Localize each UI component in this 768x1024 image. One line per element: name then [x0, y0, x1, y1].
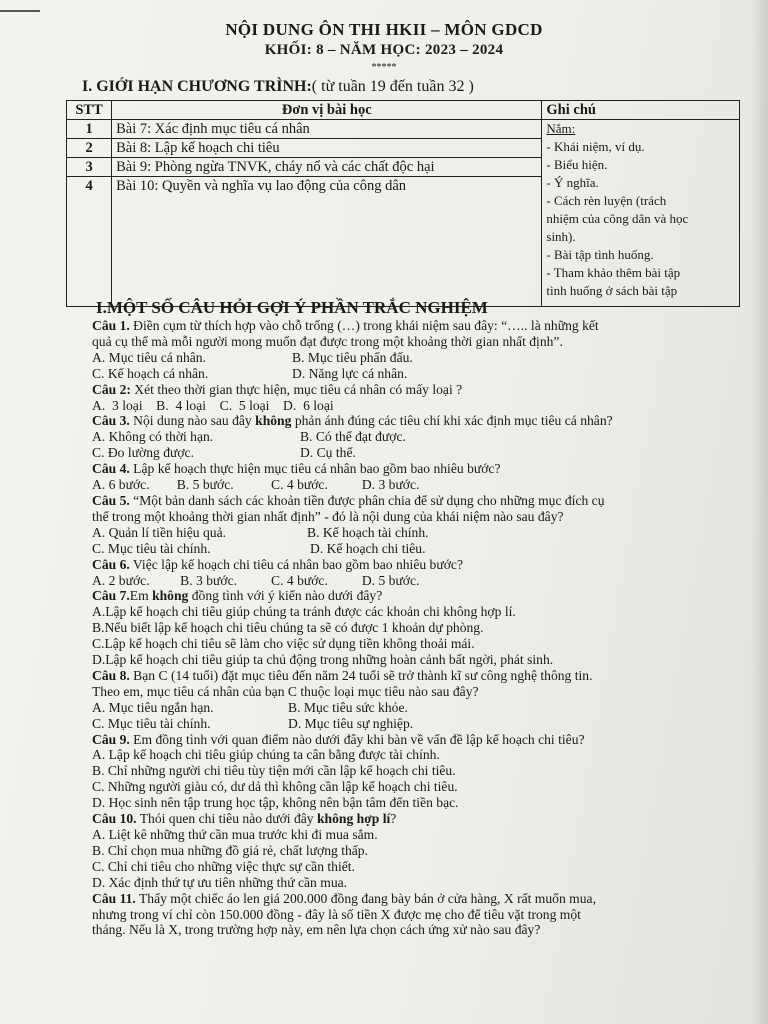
- option-a: A. Quản lí tiền hiệu quả.: [92, 524, 227, 540]
- option-row: A. 2 bước. B. 3 bước. C. 4 bước. D. 5 bước.: [92, 572, 420, 588]
- row-unit: Bài 8: Lập kế hoạch chi tiêu: [112, 139, 542, 158]
- option-a: A. Lập kế hoạch chi tiêu giúp chúng ta cân bằng được tài chính.: [92, 747, 440, 763]
- row-stt: 3: [67, 158, 112, 177]
- document-subtitle: KHỐI: 8 – NĂM HỌC: 2023 – 2024: [264, 42, 504, 58]
- question-text: Lập kế hoạch thực hiện mục tiêu cá nhân bao gồm bao nhiêu bước?: [129, 461, 501, 477]
- note-line: - Biểu hiện.: [546, 157, 608, 172]
- option-b: B. Chỉ những người chi tiêu tùy tiện mới cần lập kế hoạch chi tiêu.: [92, 763, 456, 779]
- option-b: B. Mục tiêu phấn đấu.: [292, 349, 413, 365]
- question-emphasis: không hợp lí: [317, 811, 391, 827]
- question-emphasis: không: [152, 588, 189, 604]
- option-a: A. Mục tiêu cá nhân.: [92, 349, 207, 365]
- section1-title: I. GIỚI HẠN CHƯƠNG TRÌNH:: [82, 78, 312, 95]
- question-2: [92, 382, 732, 398]
- question-text: Bạn C (14 tuổi) đặt mục tiêu đến năm 24 tuổi sẽ trở thành kĩ sư công nghệ thông tin.: [129, 667, 593, 683]
- option-c: C. Mục tiêu tài chính.: [92, 540, 211, 556]
- question-text: nhưng trong ví chỉ còn 150.000 đồng - đây là số tiền X được mẹ cho để tiêu vặt trong một: [92, 906, 581, 922]
- notes-cell: [542, 120, 740, 307]
- option-b: B.Nếu biết lập kế hoạch chi tiêu chúng ta sẽ có được 1 khoản dự phòng.: [92, 620, 484, 636]
- option-d: D. Xác định thứ tự ưu tiên những thứ cần mua.: [92, 874, 348, 890]
- row-unit: Bài 7: Xác định mục tiêu cá nhân: [112, 120, 542, 139]
- option-d: D. Học sinh nên tập trung học tập, không nên bận tâm đến tiền bạc.: [92, 795, 459, 811]
- question-9: [92, 732, 732, 748]
- option-b: B. Có thể đạt được.: [300, 429, 406, 445]
- question-label: Câu 4.: [92, 461, 130, 477]
- option-d: D. Mục tiêu sự nghiệp.: [288, 715, 414, 731]
- question-text: đồng tình với ý kiến nào dưới đây?: [188, 588, 383, 604]
- option-row: [92, 525, 732, 541]
- option-a: A. Không có thời hạn.: [92, 429, 214, 445]
- question-10: [92, 811, 732, 827]
- option-d: D. Năng lực cá nhân.: [292, 365, 408, 381]
- question-text: “Một bản danh sách các khoản tiền được phân chia để sử dụng cho những mục đích cụ: [129, 492, 605, 508]
- question-label: Câu 1.: [92, 318, 130, 333]
- option-row: [92, 700, 732, 716]
- question-4: [92, 461, 732, 477]
- row-stt: 4: [67, 177, 112, 307]
- corner-mark: [0, 10, 40, 12]
- question-text: Thấy một chiếc áo len giá 200.000 đồng đang bày bán ở cửa hàng, X rất muốn mua,: [135, 890, 596, 906]
- note-line: sinh).: [546, 229, 576, 244]
- option-row: A. 6 bước. B. 5 bước. C. 4 bước. D. 3 bước.: [92, 477, 420, 493]
- note-line: - Khái niệm, ví dụ.: [546, 139, 645, 154]
- question-label: Câu 11.: [92, 890, 136, 906]
- option-c: C.Lập kế hoạch chi tiêu sẽ làm cho việc sử dụng tiền không thoải mái.: [92, 636, 475, 652]
- question-label: Câu 5.: [92, 492, 130, 508]
- question-list: [92, 318, 732, 938]
- section2-heading: I.MỘT SỐ CÂU HỎI GỢI Ý PHẦN TRẮC NGHIỆM: [96, 298, 488, 317]
- question-3: [92, 413, 732, 429]
- title-stars: *****: [371, 62, 397, 73]
- question-label: Câu 6.: [92, 556, 130, 572]
- option-b: B. Kế hoạch tài chính.: [307, 524, 429, 540]
- section1-range: ( từ tuần 19 đến tuần 32 ): [311, 78, 474, 95]
- option-row: [92, 445, 732, 461]
- note-line: tình huống ở sách bài tập: [546, 283, 678, 298]
- option-c: C. Kế hoạch cá nhân.: [92, 365, 209, 381]
- question-text: Em đồng tình với quan điểm nào dưới đây khi bàn về vấn đề lập kế hoạch chi tiêu?: [129, 731, 585, 747]
- question-5: [92, 493, 732, 509]
- option-b: B. Chỉ chọn mua những đồ giá rẻ, chất lượng thấp.: [92, 842, 369, 858]
- note-line: - Cách rèn luyện (trách: [546, 193, 667, 208]
- row-unit: Bài 10: Quyền và nghĩa vụ lao động của công dân: [112, 177, 542, 307]
- syllabus-table: [66, 100, 740, 307]
- question-label: Câu 7.: [92, 588, 130, 604]
- option-d: D. Cụ thể.: [300, 445, 356, 461]
- question-text: Nội dung nào sau đây: [129, 413, 256, 429]
- header-unit: Đơn vị bài học: [112, 101, 542, 120]
- question-label: Câu 2:: [92, 381, 131, 397]
- row-stt: 1: [67, 120, 112, 139]
- option-b: B. Mục tiêu sức khỏe.: [288, 699, 408, 715]
- option-row: [92, 716, 732, 732]
- question-8: [92, 668, 732, 684]
- option-row: [92, 350, 732, 366]
- option-a: A. Liệt kê những thứ cần mua trước khi đi mua sắm.: [92, 827, 378, 842]
- question-6: [92, 557, 732, 573]
- section1-heading: [82, 78, 474, 96]
- question-text: Theo em, mục tiêu cá nhân của bạn C thuộc loại mục tiêu nào sau đây?: [92, 683, 479, 699]
- option-row: [92, 541, 732, 557]
- question-label: Câu 9.: [92, 731, 130, 747]
- question-11: [92, 891, 732, 907]
- option-a: A.Lập kế hoạch chi tiêu giúp chúng ta tránh được các khoản chi không hợp lí.: [92, 604, 516, 620]
- question-emphasis: không: [255, 413, 292, 429]
- option-c: C. Mục tiêu tài chính.: [92, 715, 211, 731]
- header-stt: STT: [67, 101, 112, 120]
- question-text: quả cụ thể mà mỗi người mong muốn đạt được trong một khoảng thời gian nhất định”.: [92, 333, 563, 349]
- document-title: NỘI DUNG ÔN THI HKII – MÔN GDCD: [225, 20, 543, 39]
- question-text: Thói quen chi tiêu nào dưới đây: [136, 811, 317, 827]
- option-d: D. Kế hoạch chi tiêu.: [310, 540, 426, 556]
- question-text: Xét theo thời gian thực hiện, mục tiêu cá nhân có mấy loại ?: [130, 381, 463, 397]
- question-label: Câu 10.: [92, 811, 137, 827]
- row-unit: Bài 9: Phòng ngừa TNVK, cháy nổ và các chất độc hại: [112, 158, 542, 177]
- question-text: thể trong một khoảng thời gian nhất định” - đó là nội dung của khái niệm nào sau đây?: [92, 508, 564, 524]
- question-text: phản ánh đúng các tiêu chí khi xác định mục tiêu cá nhân?: [291, 413, 613, 429]
- option-d: D.Lập kế hoạch chi tiêu giúp ta chủ động trong những hoàn cảnh bất ngời, phát sinh.: [92, 652, 554, 668]
- question-1: [92, 318, 732, 334]
- row-stt: 2: [67, 139, 112, 158]
- option-a: A. Mục tiêu ngắn hạn.: [92, 699, 214, 715]
- option-c: C. Những người giàu có, dư dả thì không cần lập kế hoạch chi tiêu.: [92, 779, 458, 795]
- header-note: Ghi chú: [542, 101, 740, 120]
- table-row: [67, 120, 740, 139]
- question-text: tháng. Nếu là X, trong trường hợp này, em nên lựa chọn cách ứng xử nào sau đây?: [92, 922, 541, 938]
- question-label: Câu 3.: [92, 413, 130, 429]
- option-row: A. 3 loại B. 4 loại C. 5 loại D. 6 loại: [92, 397, 334, 413]
- page-edge-shadow: [750, 0, 768, 1024]
- option-c: C. Chỉ chi tiêu cho những việc thực sự cần thiết.: [92, 858, 355, 874]
- question-text: Điền cụm từ thích hợp vào chỗ trống (…) trong khái niệm sau đây: “….. là những kết: [129, 318, 599, 333]
- note-line: - Ý nghĩa.: [546, 175, 599, 190]
- note-line: nhiệm của công dân và học: [546, 211, 689, 226]
- question-text: Em: [129, 588, 153, 604]
- table-header-row: [67, 101, 740, 120]
- note-line: Nắm:: [546, 121, 576, 136]
- question-7: [92, 588, 732, 604]
- option-row: [92, 366, 732, 382]
- note-line: - Bài tập tình huống.: [546, 247, 654, 262]
- question-text: Việc lập kế hoạch chi tiêu cá nhân bao gồm bao nhiêu bước?: [129, 556, 463, 572]
- note-line: - Tham khảo thêm bài tập: [546, 265, 681, 280]
- option-row: [92, 429, 732, 445]
- option-c: C. Đo lường được.: [92, 445, 194, 461]
- question-text: ?: [390, 811, 397, 827]
- question-label: Câu 8.: [92, 667, 130, 683]
